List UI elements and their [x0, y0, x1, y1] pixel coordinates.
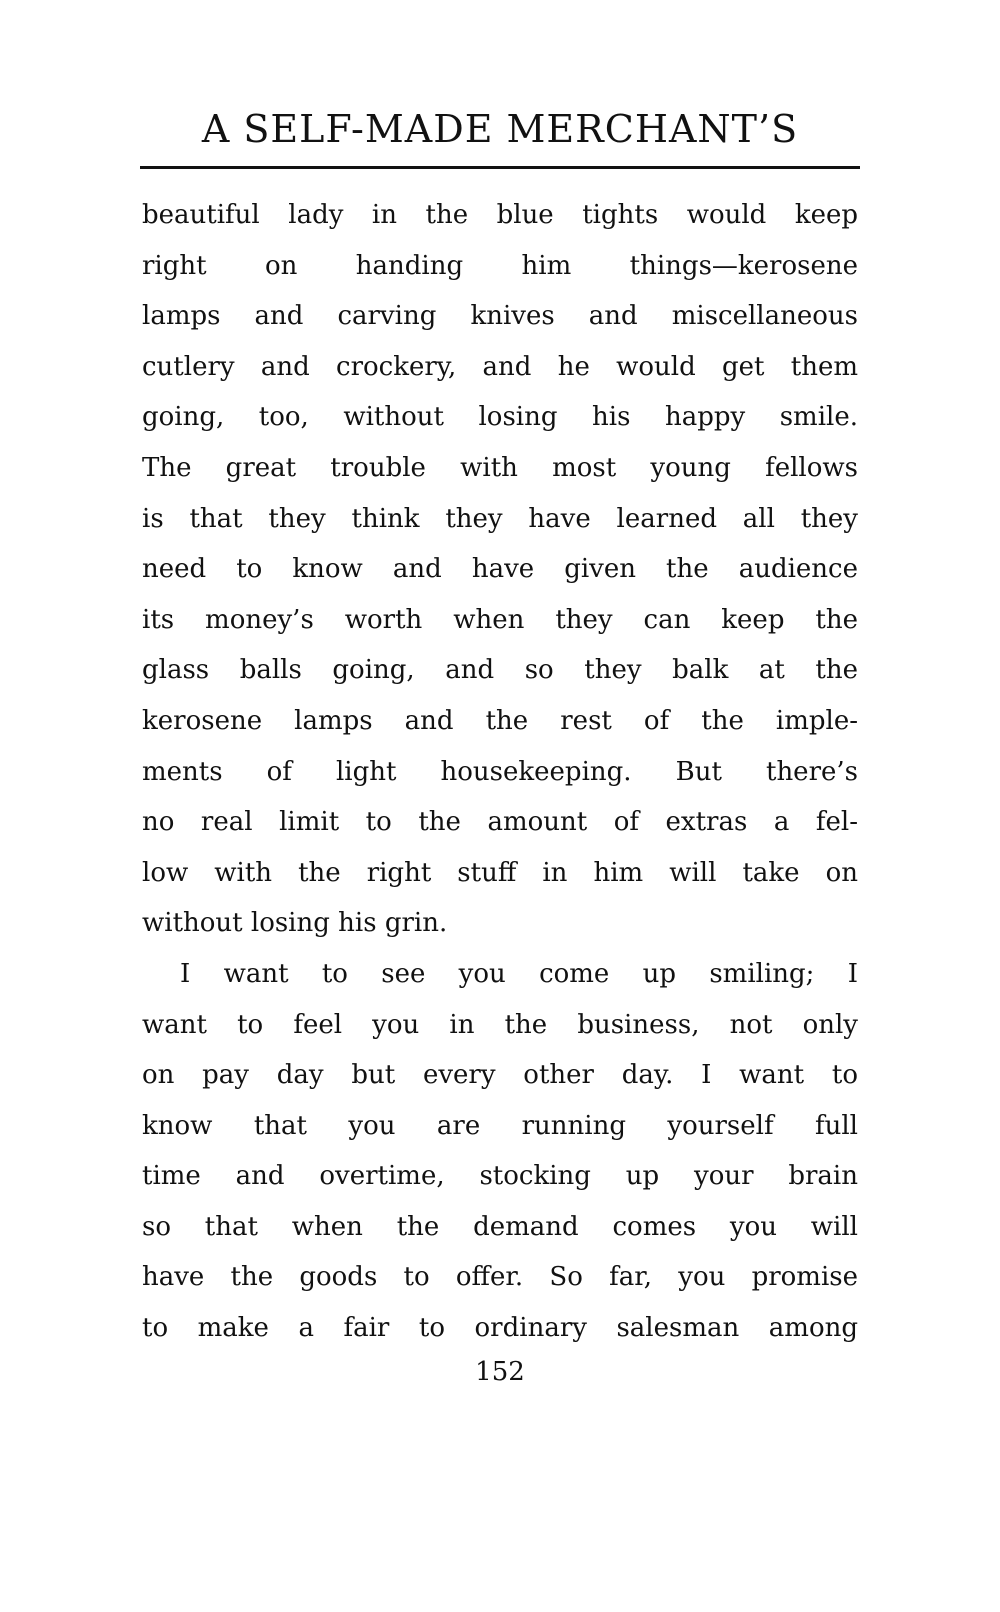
- text-line: its money’s worth when they can keep the: [142, 604, 858, 635]
- text-line: no real limit to the amount of extras a fel-: [142, 807, 858, 838]
- body-text: [142, 190, 858, 1354]
- text-line: kerosene lamps and the rest of the imple-: [142, 705, 858, 736]
- text-line: going, too, without losing his happy smile.: [142, 402, 858, 433]
- text-line: cutlery and crockery, and he would get them: [142, 351, 858, 382]
- text-line: ments of light housekeeping. But there’s: [142, 756, 858, 787]
- paragraph: [142, 190, 858, 949]
- text-line: need to know and have given the audience: [142, 554, 858, 585]
- text-line: low with the right stuff in him will take on: [142, 857, 858, 888]
- text-line: know that you are running yourself full: [142, 1110, 858, 1141]
- text-line: The great trouble with most young fellows: [142, 452, 858, 483]
- text-line: without losing his grin.: [142, 908, 448, 939]
- header-rule: [140, 166, 860, 169]
- text-line: to make a fair to ordinary salesman among: [142, 1313, 858, 1344]
- text-line: on pay day but every other day. I want to: [142, 1060, 858, 1091]
- running-title: A SELF-MADE MERCHANT’S: [201, 107, 799, 151]
- text-line: so that when the demand comes you will: [142, 1211, 858, 1242]
- text-line: lamps and carving knives and miscellaneous: [142, 301, 858, 332]
- text-line: glass balls going, and so they balk at the: [142, 655, 858, 686]
- text-line: is that they think they have learned all they: [142, 503, 858, 534]
- text-line: time and overtime, stocking up your brain: [142, 1161, 858, 1192]
- page-number: 152: [475, 1357, 525, 1387]
- text-line: want to feel you in the business, not only: [142, 1009, 858, 1040]
- text-line: beautiful lady in the blue tights would keep: [142, 200, 858, 230]
- text-line: right on handing him things—kerosene: [142, 250, 858, 281]
- text-line: have the goods to offer. So far, you promise: [142, 1262, 858, 1293]
- paragraph: [142, 949, 858, 1354]
- text-line: I want to see you come up smiling; I: [180, 958, 858, 989]
